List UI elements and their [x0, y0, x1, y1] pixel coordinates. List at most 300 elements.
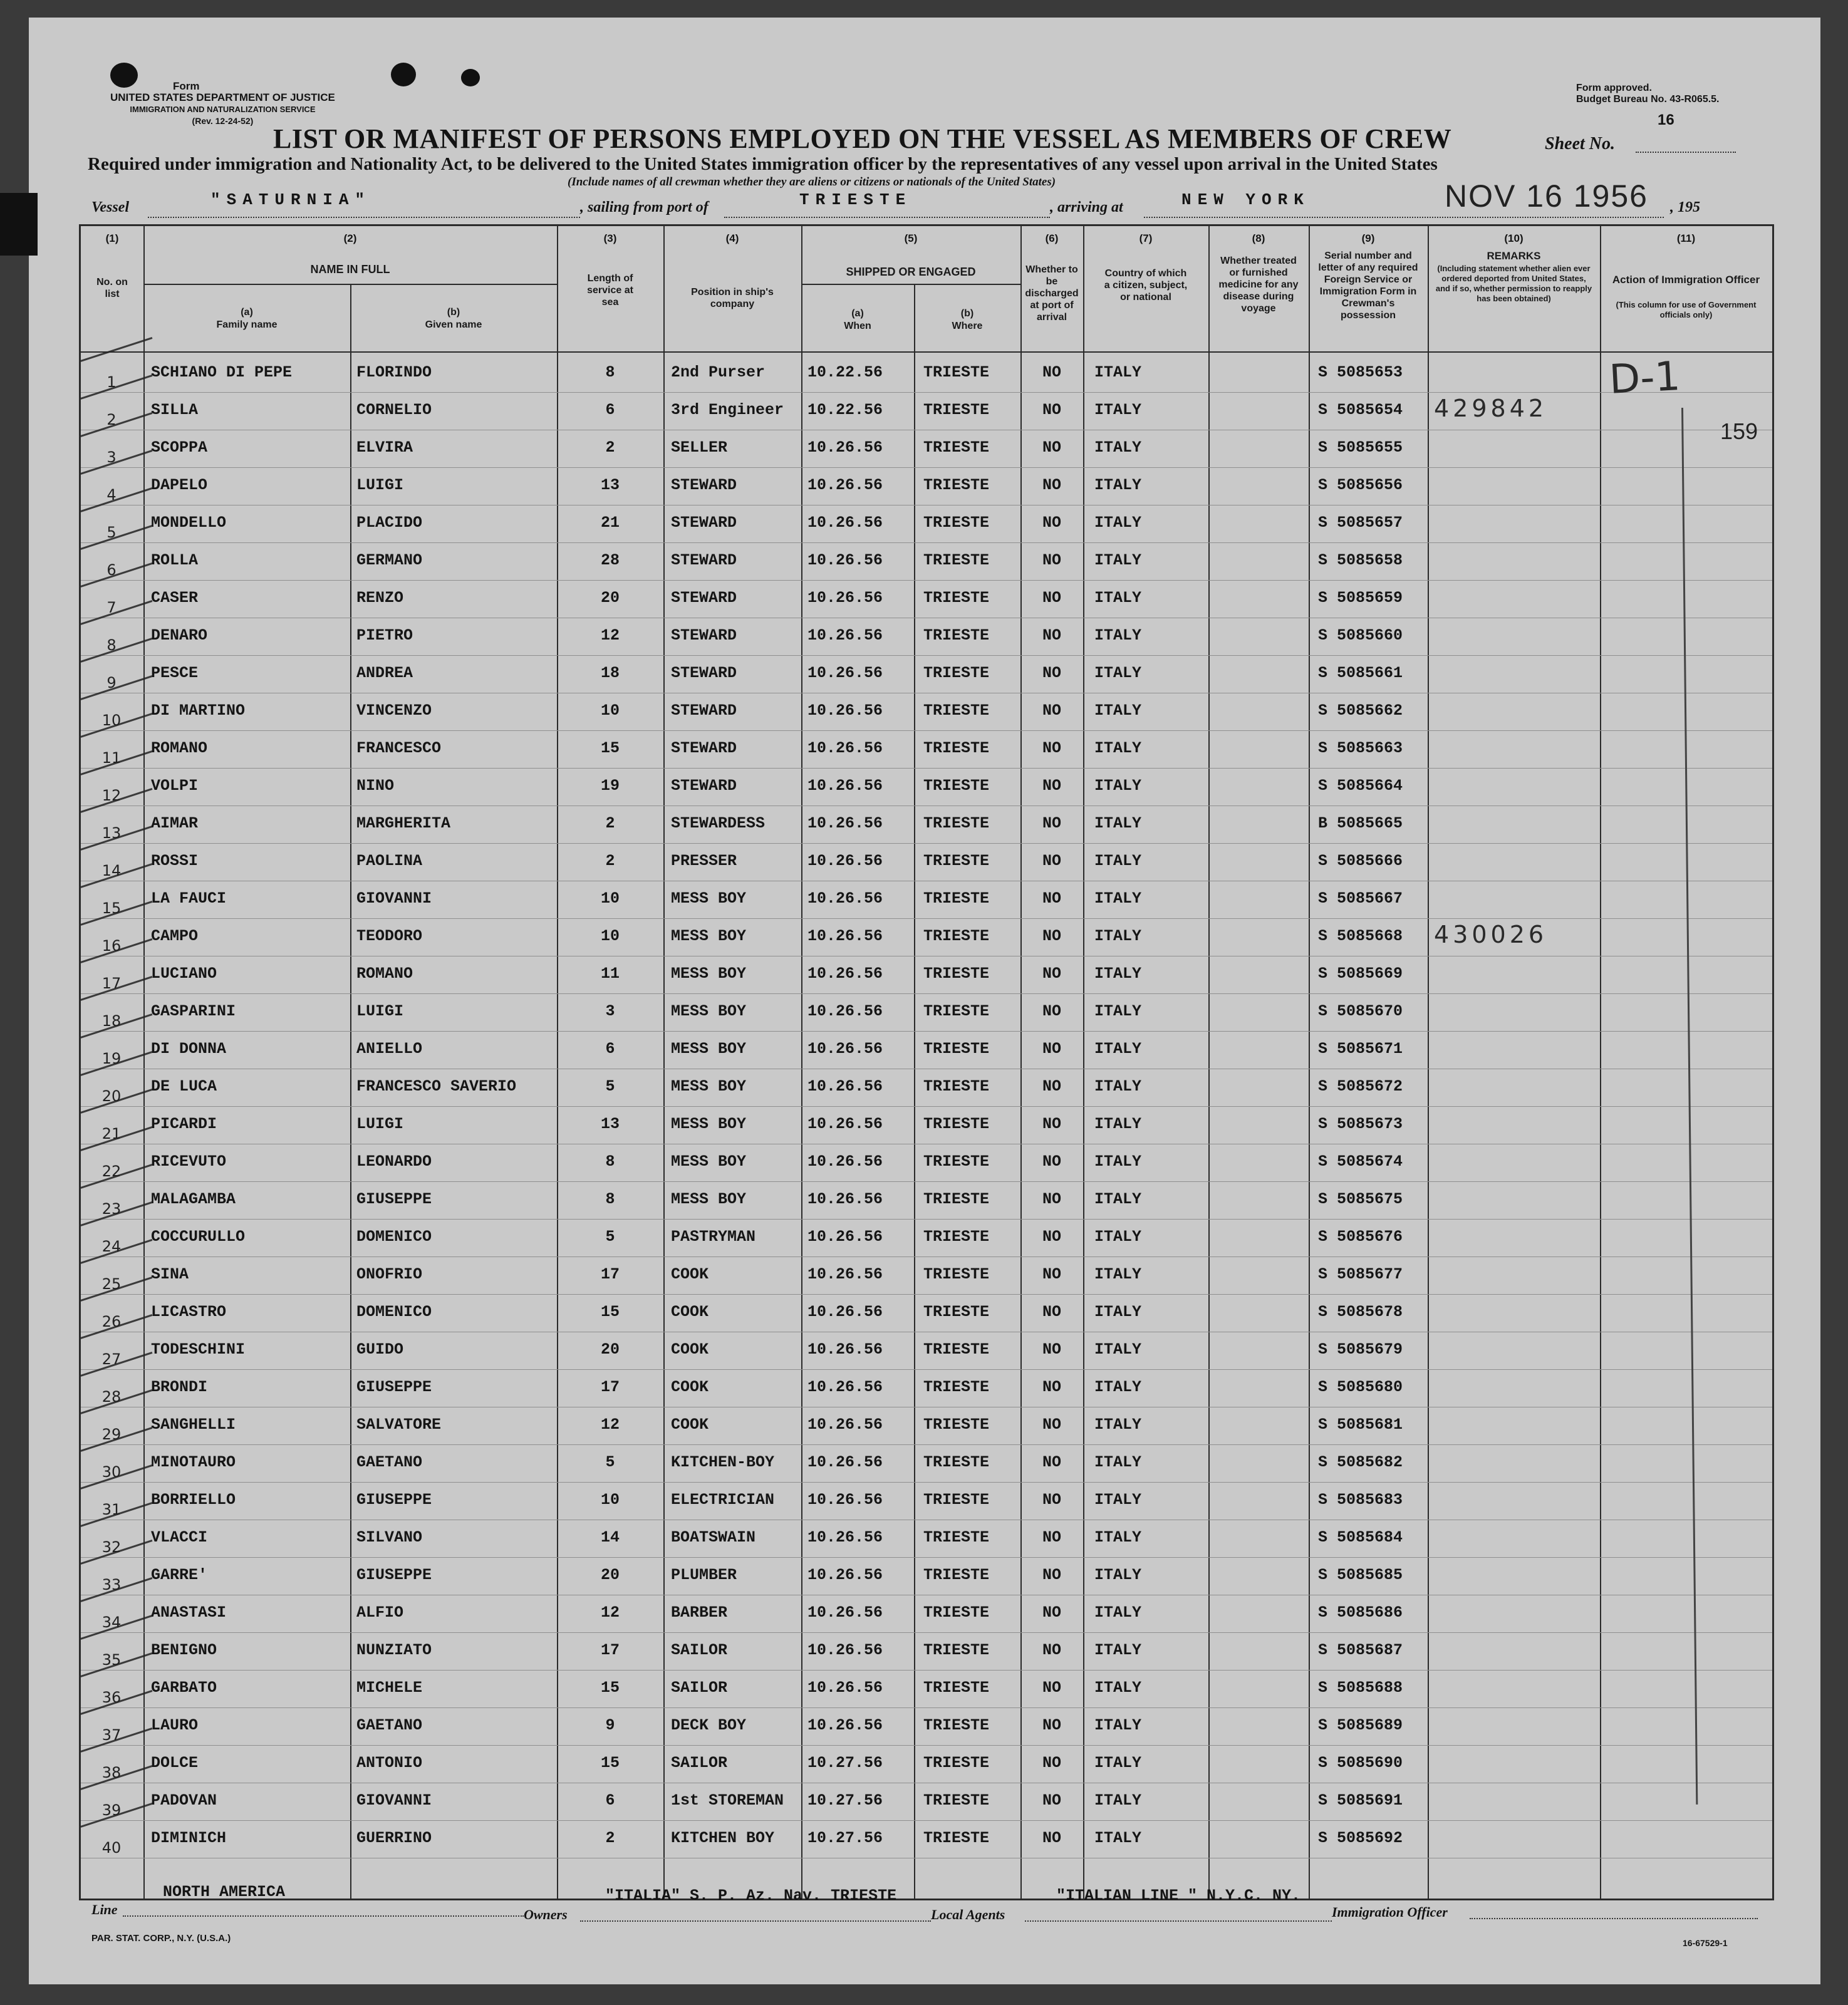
- header-action-note: (This column for use of Government officials only): [1616, 300, 1757, 319]
- family-name-cell: LAURO: [151, 1716, 199, 1734]
- country-cell: ITALY: [1094, 1679, 1142, 1697]
- country-cell: ITALY: [1094, 1077, 1142, 1096]
- discharged-cell: NO: [1042, 739, 1061, 757]
- column-number: (1): [105, 232, 119, 244]
- agency-line: (Rev. 12-24-52): [192, 116, 254, 126]
- row-number: 6: [106, 561, 117, 579]
- sheet-number: 16: [1658, 111, 1674, 128]
- vessel-underline: [148, 217, 580, 218]
- country-cell: ITALY: [1094, 589, 1142, 607]
- serial-cell: S 5085691: [1318, 1791, 1403, 1810]
- when-cell: 10.26.56: [807, 1002, 883, 1020]
- family-name-cell: DE LUCA: [151, 1077, 217, 1096]
- given-name-cell: GAETANO: [356, 1716, 423, 1734]
- given-name-cell: LUIGI: [356, 476, 404, 494]
- discharged-cell: NO: [1042, 814, 1061, 832]
- family-name-cell: GARBATO: [151, 1679, 217, 1697]
- where-cell: TRIESTE: [923, 1378, 990, 1396]
- discharged-cell: NO: [1042, 965, 1061, 983]
- position-cell: SAILOR: [671, 1679, 728, 1697]
- country-cell: ITALY: [1094, 1340, 1142, 1359]
- position-cell: DECK BOY: [671, 1716, 747, 1734]
- when-cell: 10.26.56: [807, 589, 883, 607]
- length-cell: 12: [600, 1603, 620, 1622]
- where-cell: TRIESTE: [923, 965, 990, 983]
- row-number: 35: [101, 1651, 122, 1669]
- country-cell: ITALY: [1094, 739, 1142, 757]
- when-cell: 10.26.56: [807, 1228, 883, 1246]
- family-name-cell: SCOPPA: [151, 438, 208, 457]
- given-name-cell: ELVIRA: [356, 438, 413, 457]
- discharged-cell: NO: [1042, 438, 1061, 457]
- form-note: (Include names of all crewman whether they are aliens or citizens or nationals of the United States): [568, 175, 1056, 189]
- country-cell: ITALY: [1094, 1040, 1142, 1058]
- family-name-cell: GARRE': [151, 1566, 208, 1584]
- serial-cell: S 5085684: [1318, 1528, 1403, 1546]
- sheet-label: Sheet No.: [1545, 134, 1615, 153]
- given-name-cell: MICHELE: [356, 1679, 423, 1697]
- family-name-cell: DI DONNA: [151, 1040, 227, 1058]
- header-country: Country of which a citizen, subject, or national: [1104, 268, 1188, 303]
- column-number: (4): [725, 232, 739, 244]
- discharged-cell: NO: [1042, 852, 1061, 870]
- position-cell: MESS BOY: [671, 1190, 747, 1208]
- row-number: 7: [106, 599, 117, 616]
- position-cell: PRESSER: [671, 852, 737, 870]
- table-row: [81, 1106, 1772, 1144]
- country-cell: ITALY: [1094, 1153, 1142, 1171]
- header-where-sub: (b): [960, 308, 974, 319]
- given-name-cell: GIOVANNI: [356, 1791, 432, 1810]
- country-cell: ITALY: [1094, 777, 1142, 795]
- given-name-cell: NINO: [356, 777, 395, 795]
- given-name-cell: GIOVANNI: [356, 889, 432, 908]
- discharged-cell: NO: [1042, 1340, 1061, 1359]
- family-name-cell: DI MARTINO: [151, 702, 246, 720]
- family-name-cell: MALAGAMBA: [151, 1190, 236, 1208]
- when-cell: 10.26.56: [807, 739, 883, 757]
- row-number: 17: [101, 975, 122, 992]
- header-name-in-full: NAME IN FULL: [310, 263, 390, 276]
- header-family-sub: (a): [241, 307, 253, 318]
- discharged-cell: NO: [1042, 1566, 1061, 1584]
- form-title: LIST OR MANIFEST OF PERSONS EMPLOYED ON THE VESSEL AS MEMBERS OF CREW: [273, 123, 1452, 154]
- length-cell: 17: [600, 1378, 620, 1396]
- given-name-cell: DOMENICO: [356, 1303, 432, 1321]
- position-cell: 1st STOREMAN: [671, 1791, 784, 1810]
- header-divider: [801, 284, 1020, 285]
- discharged-cell: NO: [1042, 1829, 1061, 1847]
- row-number: 39: [101, 1801, 122, 1819]
- table-row: [81, 1407, 1772, 1445]
- discharged-cell: NO: [1042, 1190, 1061, 1208]
- table-row: [81, 1256, 1772, 1295]
- family-name-cell: LICASTRO: [151, 1303, 227, 1321]
- punch-hole: [391, 63, 416, 86]
- serial-cell: S 5085675: [1318, 1190, 1403, 1208]
- when-cell: 10.26.56: [807, 1303, 883, 1321]
- position-cell: STEWARD: [671, 514, 737, 532]
- column-number: (5): [904, 232, 918, 244]
- family-name-cell: DAPELO: [151, 476, 208, 494]
- when-cell: 10.26.56: [807, 1528, 883, 1546]
- where-cell: TRIESTE: [923, 1040, 990, 1058]
- punch-hole: [461, 69, 480, 86]
- length-cell: 8: [605, 1153, 615, 1171]
- country-cell: ITALY: [1094, 1115, 1142, 1133]
- serial-cell: S 5085656: [1318, 476, 1403, 494]
- table-row: [81, 1820, 1772, 1858]
- serial-cell: S 5085682: [1318, 1453, 1403, 1471]
- discharged-cell: NO: [1042, 1002, 1061, 1020]
- serial-cell: B 5085665: [1318, 814, 1403, 832]
- row-number: 40: [101, 1839, 122, 1857]
- country-cell: ITALY: [1094, 401, 1142, 419]
- row-number: 32: [101, 1538, 122, 1556]
- length-cell: 3: [605, 1002, 615, 1020]
- header-shipped-or-engaged: SHIPPED OR ENGAGED: [846, 266, 976, 278]
- position-cell: ELECTRICIAN: [671, 1491, 775, 1509]
- discharged-cell: NO: [1042, 626, 1061, 645]
- when-cell: 10.26.56: [807, 551, 883, 569]
- when-cell: 10.26.56: [807, 1153, 883, 1171]
- given-name-cell: SILVANO: [356, 1528, 423, 1546]
- where-cell: TRIESTE: [923, 1340, 990, 1359]
- row-number: 33: [101, 1576, 122, 1593]
- position-cell: PLUMBER: [671, 1566, 737, 1584]
- table-row: [81, 843, 1772, 881]
- departure-port: TRIESTE: [799, 190, 912, 209]
- agents-underline: [1025, 1920, 1332, 1922]
- serial-cell: S 5085662: [1318, 702, 1403, 720]
- given-name-cell: ANTONIO: [356, 1754, 423, 1772]
- when-cell: 10.26.56: [807, 1416, 883, 1434]
- header-given-sub: (b): [447, 307, 460, 318]
- discharged-cell: NO: [1042, 514, 1061, 532]
- when-cell: 10.26.56: [807, 814, 883, 832]
- where-cell: TRIESTE: [923, 1641, 990, 1659]
- family-name-cell: CAMPO: [151, 927, 199, 945]
- family-name-cell: MINOTAURO: [151, 1453, 236, 1471]
- when-cell: 10.26.56: [807, 1190, 883, 1208]
- table-row: [81, 1294, 1772, 1332]
- length-cell: 20: [600, 1340, 620, 1359]
- printer-imprint: PAR. STAT. CORP., N.Y. (U.S.A.): [91, 1933, 231, 1944]
- owners-value: "ITALIA" S. P. Az. Nav. TRIESTE: [605, 1887, 897, 1905]
- length-cell: 15: [600, 1679, 620, 1697]
- country-cell: ITALY: [1094, 927, 1142, 945]
- row-number: 15: [101, 899, 122, 917]
- position-cell: KITCHEN-BOY: [671, 1453, 775, 1471]
- country-cell: ITALY: [1094, 1491, 1142, 1509]
- country-cell: ITALY: [1094, 664, 1142, 682]
- agency-block: [110, 91, 335, 127]
- serial-cell: S 5085672: [1318, 1077, 1403, 1096]
- length-cell: 2: [605, 852, 615, 870]
- header-discharged: Whether to be discharged at port of arrival: [1025, 264, 1079, 323]
- family-name-cell: BENIGNO: [151, 1641, 217, 1659]
- serial-cell: S 5085671: [1318, 1040, 1403, 1058]
- serial-cell: S 5085676: [1318, 1228, 1403, 1246]
- when-cell: 10.26.56: [807, 777, 883, 795]
- table-row: [81, 1670, 1772, 1708]
- header-position: Position in ship's company: [691, 287, 774, 309]
- position-cell: BARBER: [671, 1603, 728, 1622]
- when-cell: 10.27.56: [807, 1754, 883, 1772]
- serial-cell: S 5085690: [1318, 1754, 1403, 1772]
- discharged-cell: NO: [1042, 1416, 1061, 1434]
- family-name-cell: BORRIELLO: [151, 1491, 236, 1509]
- family-name-cell: PESCE: [151, 664, 199, 682]
- serial-cell: S 5085687: [1318, 1641, 1403, 1659]
- row-number: 13: [101, 824, 122, 842]
- table-row: [81, 1031, 1772, 1069]
- family-name-cell: LUCIANO: [151, 965, 217, 983]
- port-underline: [724, 217, 1050, 218]
- family-name-cell: GASPARINI: [151, 1002, 236, 1020]
- serial-cell: S 5085679: [1318, 1340, 1403, 1359]
- length-cell: 15: [600, 1303, 620, 1321]
- given-name-cell: FRANCESCO SAVERIO: [356, 1077, 517, 1096]
- column-number: (7): [1139, 232, 1153, 244]
- table-row: [81, 655, 1772, 693]
- length-cell: 6: [605, 1791, 615, 1810]
- position-cell: STEWARD: [671, 702, 737, 720]
- position-cell: COOK: [671, 1265, 709, 1283]
- table-row: [81, 1707, 1772, 1746]
- serial-cell: S 5085659: [1318, 589, 1403, 607]
- position-cell: COOK: [671, 1340, 709, 1359]
- row-number: 16: [101, 937, 122, 955]
- given-name-cell: LUIGI: [356, 1115, 404, 1133]
- where-cell: TRIESTE: [923, 476, 990, 494]
- length-cell: 17: [600, 1265, 620, 1283]
- where-cell: TRIESTE: [923, 889, 990, 908]
- when-cell: 10.26.56: [807, 1716, 883, 1734]
- position-cell: MESS BOY: [671, 965, 747, 983]
- table-row: [81, 1783, 1772, 1821]
- when-cell: 10.26.56: [807, 852, 883, 870]
- discharged-cell: NO: [1042, 1491, 1061, 1509]
- where-cell: TRIESTE: [923, 626, 990, 645]
- where-cell: TRIESTE: [923, 1791, 990, 1810]
- position-cell: MESS BOY: [671, 1153, 747, 1171]
- remarks-cell: 429842: [1434, 395, 1548, 422]
- officer-label: Immigration Officer: [1332, 1904, 1448, 1920]
- table-row: [81, 881, 1772, 919]
- discharged-cell: NO: [1042, 702, 1061, 720]
- position-cell: MESS BOY: [671, 1002, 747, 1020]
- country-cell: ITALY: [1094, 476, 1142, 494]
- arrival-underline: [1144, 217, 1664, 218]
- when-cell: 10.26.56: [807, 1453, 883, 1471]
- row-number: 23: [101, 1200, 122, 1218]
- action-mark: D-1: [1608, 353, 1681, 403]
- header-family-name: Family name: [216, 319, 278, 330]
- serial-cell: S 5085664: [1318, 777, 1403, 795]
- row-number: 14: [101, 862, 122, 879]
- row-number: 12: [101, 787, 122, 804]
- where-cell: TRIESTE: [923, 363, 990, 381]
- given-name-cell: DOMENICO: [356, 1228, 432, 1246]
- serial-cell: S 5085663: [1318, 739, 1403, 757]
- position-cell: SAILOR: [671, 1641, 728, 1659]
- discharged-cell: NO: [1042, 889, 1061, 908]
- approval-line: Budget Bureau No. 43-R065.5.: [1576, 94, 1720, 105]
- table-row: [81, 1520, 1772, 1558]
- family-name-cell: ROLLA: [151, 551, 199, 569]
- discharged-cell: NO: [1042, 1265, 1061, 1283]
- given-name-cell: ANIELLO: [356, 1040, 423, 1058]
- header-remarks: REMARKS: [1487, 250, 1541, 262]
- when-cell: 10.26.56: [807, 927, 883, 945]
- where-cell: TRIESTE: [923, 438, 990, 457]
- header-remarks-note: (Including statement whether alien ever ordered deported from United States, and if so, whether permission to reapply has been obtained): [1435, 264, 1592, 303]
- position-cell: STEWARD: [671, 589, 737, 607]
- discharged-cell: NO: [1042, 1453, 1061, 1471]
- row-number: 24: [101, 1238, 122, 1255]
- header-bottom: [81, 351, 1772, 353]
- when-cell: 10.22.56: [807, 363, 883, 381]
- given-name-cell: SALVATORE: [356, 1416, 442, 1434]
- position-cell: SELLER: [671, 438, 728, 457]
- arriving-label: , arriving at: [1050, 199, 1123, 215]
- length-cell: 28: [600, 551, 620, 569]
- row-number: 19: [101, 1050, 122, 1067]
- country-cell: ITALY: [1094, 1641, 1142, 1659]
- serial-cell: S 5085688: [1318, 1679, 1403, 1697]
- length-cell: 2: [605, 1829, 615, 1847]
- length-cell: 20: [600, 1566, 620, 1584]
- length-cell: 15: [600, 1754, 620, 1772]
- discharged-cell: NO: [1042, 777, 1061, 795]
- row-number: 1: [106, 373, 117, 391]
- position-cell: MESS BOY: [671, 927, 747, 945]
- margin-number: 159: [1720, 418, 1758, 444]
- family-name-cell: VLACCI: [151, 1528, 208, 1546]
- discharged-cell: NO: [1042, 363, 1061, 381]
- where-cell: TRIESTE: [923, 1491, 990, 1509]
- owners-underline: [580, 1920, 931, 1922]
- given-name-cell: ROMANO: [356, 965, 413, 983]
- family-name-cell: DOLCE: [151, 1754, 199, 1772]
- row-number: 31: [101, 1501, 122, 1518]
- serial-cell: S 5085667: [1318, 889, 1403, 908]
- length-cell: 6: [605, 1040, 615, 1058]
- given-name-cell: PAOLINA: [356, 852, 423, 870]
- given-name-cell: GAETANO: [356, 1453, 423, 1471]
- country-cell: ITALY: [1094, 814, 1142, 832]
- country-cell: ITALY: [1094, 438, 1142, 457]
- table-row: [81, 467, 1772, 505]
- length-cell: 5: [605, 1228, 615, 1246]
- when-cell: 10.26.56: [807, 438, 883, 457]
- serial-cell: S 5085686: [1318, 1603, 1403, 1622]
- position-cell: COOK: [671, 1378, 709, 1396]
- length-cell: 8: [605, 363, 615, 381]
- given-name-cell: GERMANO: [356, 551, 423, 569]
- table-row: [81, 1332, 1772, 1370]
- country-cell: ITALY: [1094, 1754, 1142, 1772]
- given-name-cell: NUNZIATO: [356, 1641, 432, 1659]
- position-cell: 2nd Purser: [671, 363, 766, 381]
- family-name-cell: PICARDI: [151, 1115, 217, 1133]
- discharged-cell: NO: [1042, 1303, 1061, 1321]
- where-cell: TRIESTE: [923, 739, 990, 757]
- length-cell: 9: [605, 1716, 615, 1734]
- table-row: [81, 956, 1772, 994]
- officer-underline: [1470, 1918, 1758, 1919]
- length-cell: 14: [600, 1528, 620, 1546]
- serial-cell: S 5085670: [1318, 1002, 1403, 1020]
- table-row: [81, 1181, 1772, 1220]
- row-number: 4: [106, 486, 117, 504]
- position-cell: MESS BOY: [671, 1077, 747, 1096]
- given-name-cell: GIUSEPPE: [356, 1491, 432, 1509]
- position-cell: STEWARDESS: [671, 814, 766, 832]
- row-number: 34: [101, 1614, 122, 1631]
- when-cell: 10.26.56: [807, 1115, 883, 1133]
- punch-hole: [110, 63, 138, 88]
- when-cell: 10.26.56: [807, 626, 883, 645]
- table-row: [81, 1595, 1772, 1633]
- discharged-cell: NO: [1042, 551, 1061, 569]
- family-name-cell: ROSSI: [151, 852, 199, 870]
- given-name-cell: GUIDO: [356, 1340, 404, 1359]
- form-code: 16-67529-1: [1683, 1938, 1728, 1948]
- family-name-cell: SILLA: [151, 401, 199, 419]
- country-cell: ITALY: [1094, 889, 1142, 908]
- given-name-cell: ANDREA: [356, 664, 413, 682]
- family-name-cell: VOLPI: [151, 777, 199, 795]
- form-subtitle: Required under immigration and Nationality Act, to be delivered to the United States immigration officer by the representatives of any vessel upon arrival in the United States: [88, 154, 1438, 174]
- sheet-underline: [1636, 152, 1736, 153]
- when-cell: 10.26.56: [807, 1603, 883, 1622]
- where-cell: TRIESTE: [923, 1115, 990, 1133]
- when-cell: 10.26.56: [807, 476, 883, 494]
- serial-cell: S 5085654: [1318, 401, 1403, 419]
- serial-cell: S 5085685: [1318, 1566, 1403, 1584]
- family-name-cell: CASER: [151, 589, 199, 607]
- serial-cell: S 5085666: [1318, 852, 1403, 870]
- given-name-cell: ONOFRIO: [356, 1265, 423, 1283]
- row-number: 9: [106, 674, 117, 692]
- discharged-cell: NO: [1042, 401, 1061, 419]
- table-row: [81, 1557, 1772, 1595]
- given-name-cell: ALFIO: [356, 1603, 404, 1622]
- length-cell: 18: [600, 664, 620, 682]
- family-name-cell: TODESCHINI: [151, 1340, 246, 1359]
- row-number: 26: [101, 1313, 122, 1330]
- header-divider: [143, 284, 557, 285]
- country-cell: ITALY: [1094, 1228, 1142, 1246]
- remarks-cell: 430026: [1434, 921, 1548, 948]
- table-row: [81, 1219, 1772, 1257]
- column-number: (3): [603, 232, 617, 244]
- country-cell: ITALY: [1094, 1566, 1142, 1584]
- when-cell: 10.26.56: [807, 889, 883, 908]
- discharged-cell: NO: [1042, 664, 1061, 682]
- row-number: 5: [106, 524, 117, 541]
- row-number: 29: [101, 1426, 122, 1443]
- table-row: [81, 768, 1772, 806]
- where-cell: TRIESTE: [923, 1077, 990, 1096]
- country-cell: ITALY: [1094, 1416, 1142, 1434]
- family-name-cell: RICEVUTO: [151, 1153, 227, 1171]
- position-cell: SAILOR: [671, 1754, 728, 1772]
- given-name-cell: VINCENZO: [356, 702, 432, 720]
- crew-table: [79, 224, 1774, 1900]
